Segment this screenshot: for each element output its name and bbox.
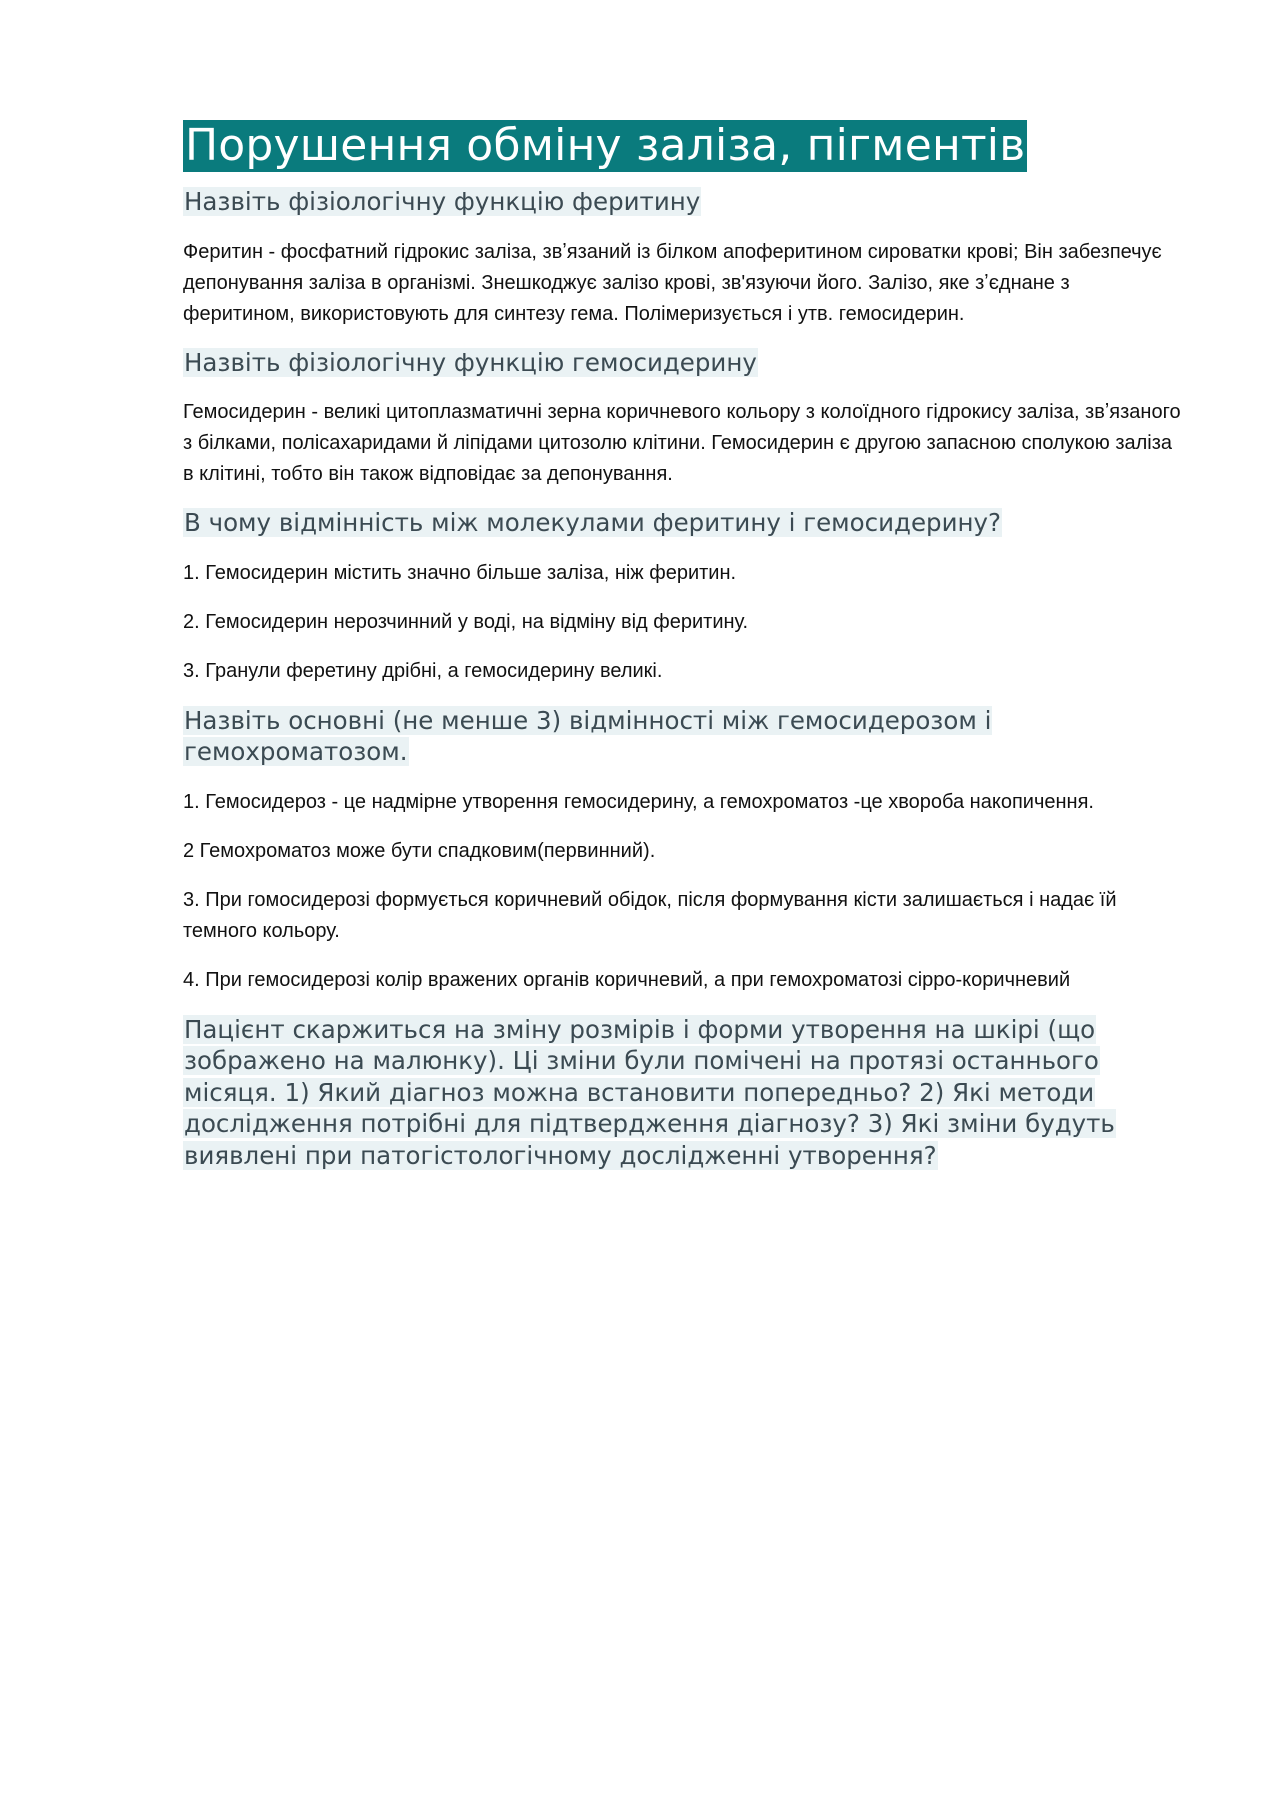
section-ferritin: [183, 186, 1183, 330]
answer-list-item: 2 Гемохроматоз може бути спадковим(первинний).: [183, 839, 656, 862]
section-question: [183, 347, 1163, 379]
answer-paragraph: Гемосидерин - великі цитоплазматичні зерна коричневого кольору з колоїдного гідрокису заліза, звʼязаного з білками, полісахаридами й ліпідами цитозолю клітини. Гемосидерин є другою запасною сполукою заліза в клітині, тобто він також відповідає за депонування.: [183, 401, 1181, 485]
answer-paragraph: Феритин - фосфатний гідрокис заліза, звʼязаний із білком апоферитином сироватки крові; Він забезпечує депонування заліза в організмі. Знешкоджує залізо крові, зв'язуючи його. Залізо, яке зʼєднане з феритином, використовують для синтезу гема. Полімеризується і утв. гемосидерин.: [183, 240, 1162, 325]
section-question: [183, 507, 1163, 539]
question-text: Пацієнт скаржиться на зміну розмірів і форми утворення на шкірі (що зображено на малюнку). Ці зміни були помічені на протязі останнього місяця. 1) Який діагноз можна встановити попередньо? 2) Які методи дослідження потрібні для підтвердження діагнозу? 3) Які зміни будуть виявлені при патогістологічному дослідженні утворення?: [184, 1014, 1115, 1170]
answer-list-item: 3. При гомосидерозі формується коричневий обідок, після формування кісти залишається і надає їй темного кольору.: [183, 888, 1117, 942]
document-content: [183, 120, 1183, 1190]
question-text: Назвіть основні (не менше 3) відмінності між гемосидерозом і гемохроматозом.: [184, 705, 992, 766]
section-patient-case: [183, 1014, 1183, 1172]
answer-list-item: 2. Гемосидерин нерозчинний у воді, на відміну від феритину.: [183, 610, 749, 633]
document-title: Порушення обміну заліза, пігментів: [185, 120, 1026, 171]
section-question: [183, 1014, 1163, 1172]
question-text: Назвіть фізіологічну функцію гемосидерину: [184, 347, 757, 377]
answer-list-item: 4. При гемосидерозі колір вражених органів коричневий, а при гемохроматозі сірро-коричневий: [183, 968, 1071, 991]
answer-list-item: 1. Гемосидерин містить значно більше заліза, ніж феритин.: [183, 561, 737, 584]
answer-list-item: 3. Гранули феретину дрібні, а гемосидерину великі.: [183, 659, 663, 682]
section-hemosiderin: [183, 347, 1183, 491]
section-question: [183, 705, 1163, 768]
section-question: [183, 186, 1163, 218]
question-text: Назвіть фізіологічну функцію феритину: [184, 187, 701, 216]
section-difference-molecules: [183, 507, 1183, 687]
answer-list-item: 1. Гемосидероз - це надмірне утворення гемосидерину, а гемохроматоз -це хвороба накопичення.: [183, 790, 1094, 813]
question-text: В чому відмінність між молекулами феритину і гемосидерину?: [184, 508, 1002, 537]
section-hemosiderosis-vs-hemochromatosis: [183, 705, 1183, 996]
